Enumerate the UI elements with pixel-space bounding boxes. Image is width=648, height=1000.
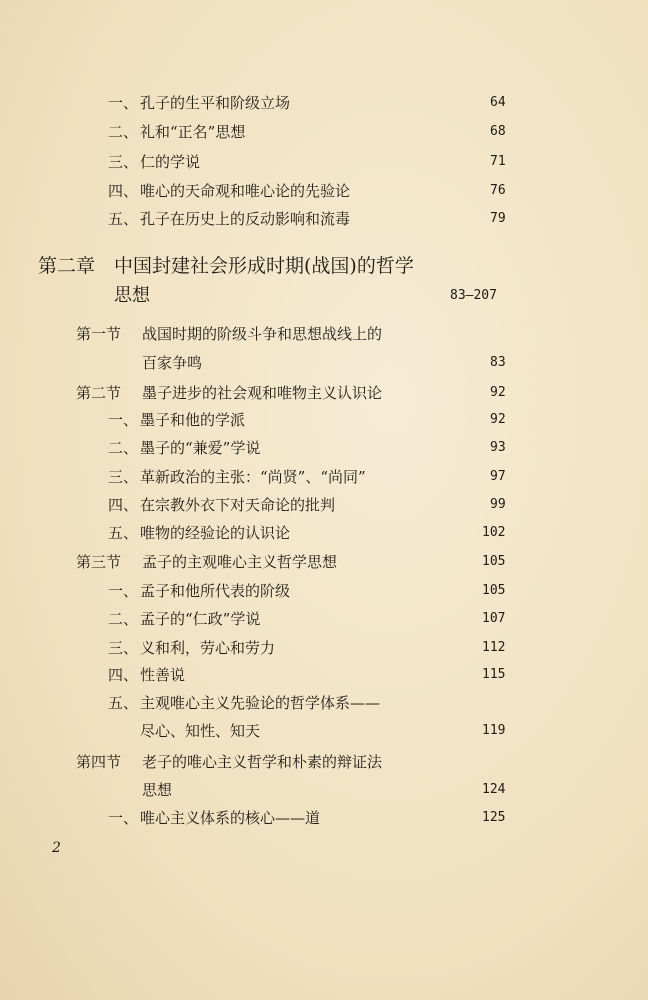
page-number: 102 [482, 525, 506, 540]
entry-title: 墨子的“兼爱”学说 [140, 439, 261, 457]
section-title: 墨子进步的社会观和唯物主义认识论 [142, 384, 383, 402]
entry-label: 二、 [108, 610, 139, 628]
entry-label: 四、 [108, 182, 139, 200]
entry-label: 五、 [108, 210, 139, 228]
page-number: 76 [490, 183, 506, 198]
entry-label: 二、 [108, 439, 139, 457]
entry-title: 唯心的天命观和唯心论的先验论 [140, 182, 351, 200]
page-range: 83—207 [450, 288, 497, 303]
dot-leader [300, 720, 478, 742]
dot-leader [290, 437, 488, 459]
section-title: 孟子的主观唯心主义哲学思想 [142, 553, 338, 571]
entry-label: 三、 [108, 639, 139, 657]
entry-title-continued: 尽心、知性、知天 [140, 722, 261, 740]
entry-title: 唯物的经验论的认识论 [140, 524, 291, 542]
dot-leader [376, 208, 488, 230]
entry-label: 一、 [108, 582, 139, 600]
entry-label: 三、 [108, 468, 139, 486]
dot-leader [320, 92, 488, 114]
page-number: 97 [490, 469, 506, 484]
section-title-continued: 百家争鸣 [142, 354, 203, 372]
entry-title: 仁的学说 [140, 153, 201, 171]
chapter-label: 第二章 [38, 255, 96, 277]
dot-leader [300, 637, 478, 659]
section-title-continued: 思想 [142, 781, 173, 799]
entry-title: 孟子的“仁政”学说 [140, 610, 261, 628]
entry-title: 孟子和他所代表的阶级 [140, 582, 291, 600]
dot-leader [180, 779, 478, 801]
section-label: 第一节 [76, 325, 122, 343]
entry-title: 主观唯心主义先验论的哲学体系—— [140, 694, 381, 712]
entry-label: 四、 [108, 496, 139, 514]
dot-leader [160, 284, 448, 306]
dot-leader [428, 382, 488, 404]
dot-leader [290, 608, 478, 630]
entry-label: 五、 [108, 524, 139, 542]
entry-label: 一、 [108, 809, 139, 827]
dot-leader [196, 664, 478, 686]
page-number: 92 [490, 412, 506, 427]
page-number: 124 [482, 782, 506, 797]
entry-label: 一、 [108, 411, 139, 429]
section-title: 战国时期的阶级斗争和思想战线上的 [142, 325, 383, 343]
page-number: 92 [490, 385, 506, 400]
page-number: 71 [490, 154, 506, 169]
entry-title: 在宗教外衣下对天命论的批判 [140, 496, 336, 514]
entry-title: 孔子在历史上的反动影响和流毒 [140, 210, 351, 228]
page-number: 79 [490, 211, 506, 226]
entry-label: 四、 [108, 666, 139, 684]
dot-leader [320, 522, 478, 544]
entry-title: 孔子的生平和阶级立场 [140, 94, 291, 112]
entry-title: 礼和“正名”思想 [140, 123, 246, 141]
page-number: 83 [490, 355, 506, 370]
page-number: 99 [490, 497, 506, 512]
page-number: 64 [490, 95, 506, 110]
entry-title: 唯心主义体系的核心——道 [140, 809, 321, 827]
section-label: 第二节 [76, 384, 122, 402]
entry-label: 三、 [108, 153, 139, 171]
chapter-title-continued: 思想 [114, 285, 150, 306]
entry-title: 墨子和他的学派 [140, 411, 246, 429]
page-number: 115 [482, 667, 506, 682]
dot-leader [270, 409, 488, 431]
dot-leader [210, 352, 488, 374]
folio-page-number: 2 [52, 840, 61, 856]
page-number: 119 [482, 723, 506, 738]
chapter-title: 中国封建社会形成时期(战国)的哲学 [114, 255, 414, 277]
entry-title: 性善说 [140, 666, 186, 684]
dot-leader [362, 494, 488, 516]
page-number: 105 [482, 554, 506, 569]
dot-leader [270, 121, 488, 143]
entry-title: 革新政治的主张：“尚贤”、“尚同” [140, 468, 366, 486]
page-number: 68 [490, 124, 506, 139]
entry-label: 五、 [108, 694, 139, 712]
page-number: 112 [482, 640, 506, 655]
page-number: 125 [482, 810, 506, 825]
section-title: 老子的唯心主义哲学和朴素的辩证法 [142, 753, 383, 771]
dot-leader [212, 151, 488, 173]
page-number: 107 [482, 611, 506, 626]
entry-label: 一、 [108, 94, 139, 112]
dot-leader [388, 551, 478, 573]
entry-title: 义和利，劳心和劳力 [140, 639, 276, 657]
dot-leader [352, 807, 478, 829]
section-label: 第三节 [76, 553, 122, 571]
dot-leader [376, 180, 488, 202]
dot-leader [318, 580, 478, 602]
page-number: 93 [490, 440, 506, 455]
dot-leader [388, 466, 488, 488]
entry-label: 二、 [108, 123, 139, 141]
section-label: 第四节 [76, 753, 122, 771]
page-number: 105 [482, 583, 506, 598]
